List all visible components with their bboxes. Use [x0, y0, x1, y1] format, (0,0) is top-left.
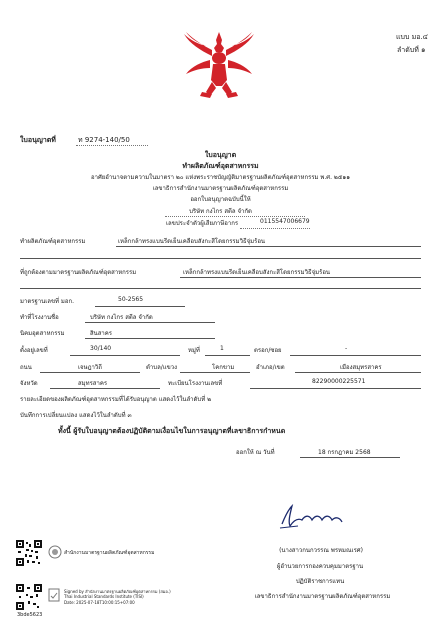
standard-no-label: มาตรฐานเลขที่ มอก. [20, 298, 75, 305]
detail-note: รายละเอียดของผลิตภัณฑ์อุตสาหกรรมที่ได้รับอนุญาต แสดงไว้ในลำดับที่ ๒ [20, 396, 212, 403]
company-name: บริษัท กงไกร สตีล จำกัด [189, 208, 252, 215]
license-authority: อาศัยอำนาจตามความในมาตรา ๒๐ แห่งพระราชบัญญัติมาตรฐานผลิตภัณฑ์อุตสาหกรรม พ.ศ. ๒๕๑๑ [90, 174, 351, 181]
signed-org: Thai Industrial Standards Institute (TISI) [64, 594, 144, 599]
road-label: ถนน [20, 364, 32, 371]
digital-signature-icon [48, 588, 60, 602]
standard-label: ที่ถูกต้องตามมาตรฐานผลิตภัณฑ์อุตสาหกรรม [20, 269, 137, 276]
district-label: อำเภอ/เขต [256, 364, 285, 371]
subdistrict-label: ตำบล/แขวง [146, 364, 178, 371]
subdistrict-value: โคกขาม [212, 364, 235, 371]
license-no-label: ใบอนุญาตที่ [20, 136, 56, 144]
soi-value: - [345, 345, 348, 352]
issue-date-label: ออกให้ ณ วันที่ [236, 449, 275, 456]
license-issues: ออกใบอนุญาตฉบับนี้ให้ [190, 196, 251, 203]
factory-value: บริษัท กงไกร สตีล จำกัด [90, 314, 153, 321]
signer-name: (นางสาวกนกวรรณ พรหมณเรศ) [279, 547, 363, 554]
road-value: เจษฎาวิถี [78, 364, 102, 371]
footer-office: สำนักงานมาตรฐานผลิตภัณฑ์อุตสาหกรรม [64, 550, 155, 556]
document-code: 3bde5623 [17, 612, 43, 618]
signer-position-2: ปฏิบัติราชการแทน [295, 578, 345, 585]
moo-label: หมู่ที่ [188, 347, 200, 354]
signed-by: Signed by สำนักงานมาตรฐานผลิตภัณฑ์อุตสาหกรรม (สมอ.) [64, 589, 171, 594]
standard-no-value: 50-2565 [118, 296, 144, 303]
signer-position-3: เลขาธิการสำนักงานมาตรฐานผลิตภัณฑ์อุตสาหกรรม [254, 593, 391, 600]
tax-id-value: 0115547006679 [260, 218, 310, 225]
factory-label: ทำที่โรงงานชื่อ [20, 314, 59, 321]
conditions-note: ทั้งนี้ ผู้รับใบอนุญาตต้องปฏิบัติตามเงื่อนไขในการอนุญาตที่เลขาธิการกำหนด [58, 427, 286, 435]
license-no-value: ท 9274-140/50 [78, 136, 130, 144]
factory-reg-label: ทะเบียนโรงงานเลขที่ [168, 380, 223, 387]
form-code: แบบ มอ.๔ [396, 33, 428, 41]
change-note: บันทึกการเปลี่ยนแปลง แสดงไว้ในลำดับที่ ๓ [20, 412, 132, 419]
address-value: 30/140 [90, 345, 112, 352]
signed-date: Date: 2025-07-18T10:00:15+07:00 [64, 600, 135, 605]
qr-code [16, 540, 42, 566]
garuda-emblem [182, 30, 256, 100]
qr-code-2 [16, 584, 42, 610]
province-label: จังหวัด [20, 380, 38, 387]
signature-image [276, 500, 346, 532]
address-label: ตั้งอยู่เลขที่ [20, 347, 48, 354]
province-value: สมุทรสาคร [78, 380, 108, 387]
form-sequence: ลำดับที่ ๑ [397, 46, 426, 54]
tisi-seal-icon [48, 545, 62, 559]
tax-id-label: เลขประจำตัวผู้เสียภาษีอากร [166, 220, 239, 227]
estate-label: นิคมอุตสาหกรรม [20, 330, 65, 337]
license-subtitle: ทำผลิตภัณฑ์อุตสาหกรรม [182, 162, 259, 170]
estate-value: สินสาคร [90, 330, 113, 337]
issue-date-value: 18 กรกฎาคม 2568 [318, 449, 371, 456]
product-label: ทำผลิตภัณฑ์อุตสาหกรรม [20, 238, 86, 245]
standard-value: เหล็กกล้าทรงแบนรีดเย็นเคลือบสังกะสีโดยกรรมวิธีจุ่มร้อน [183, 269, 331, 276]
license-title: ใบอนุญาต [204, 151, 237, 159]
moo-value: 1 [220, 345, 224, 352]
product-value: เหล็กกล้าทรงแบนรีดเย็นเคลือบสังกะสีโดยกรรมวิธีจุ่มร้อน [118, 238, 266, 245]
license-secretary: เลขาธิการสำนักงานมาตรฐานผลิตภัณฑ์อุตสาหกรรม [152, 185, 289, 192]
soi-label: ตรอก/ซอย [254, 347, 282, 354]
signer-position-1: ผู้อำนวยการกองควบคุมมาตรฐาน [276, 563, 364, 570]
district-value: เมืองสมุทรสาคร [340, 364, 382, 371]
factory-reg-value: 82290000225571 [312, 378, 366, 385]
